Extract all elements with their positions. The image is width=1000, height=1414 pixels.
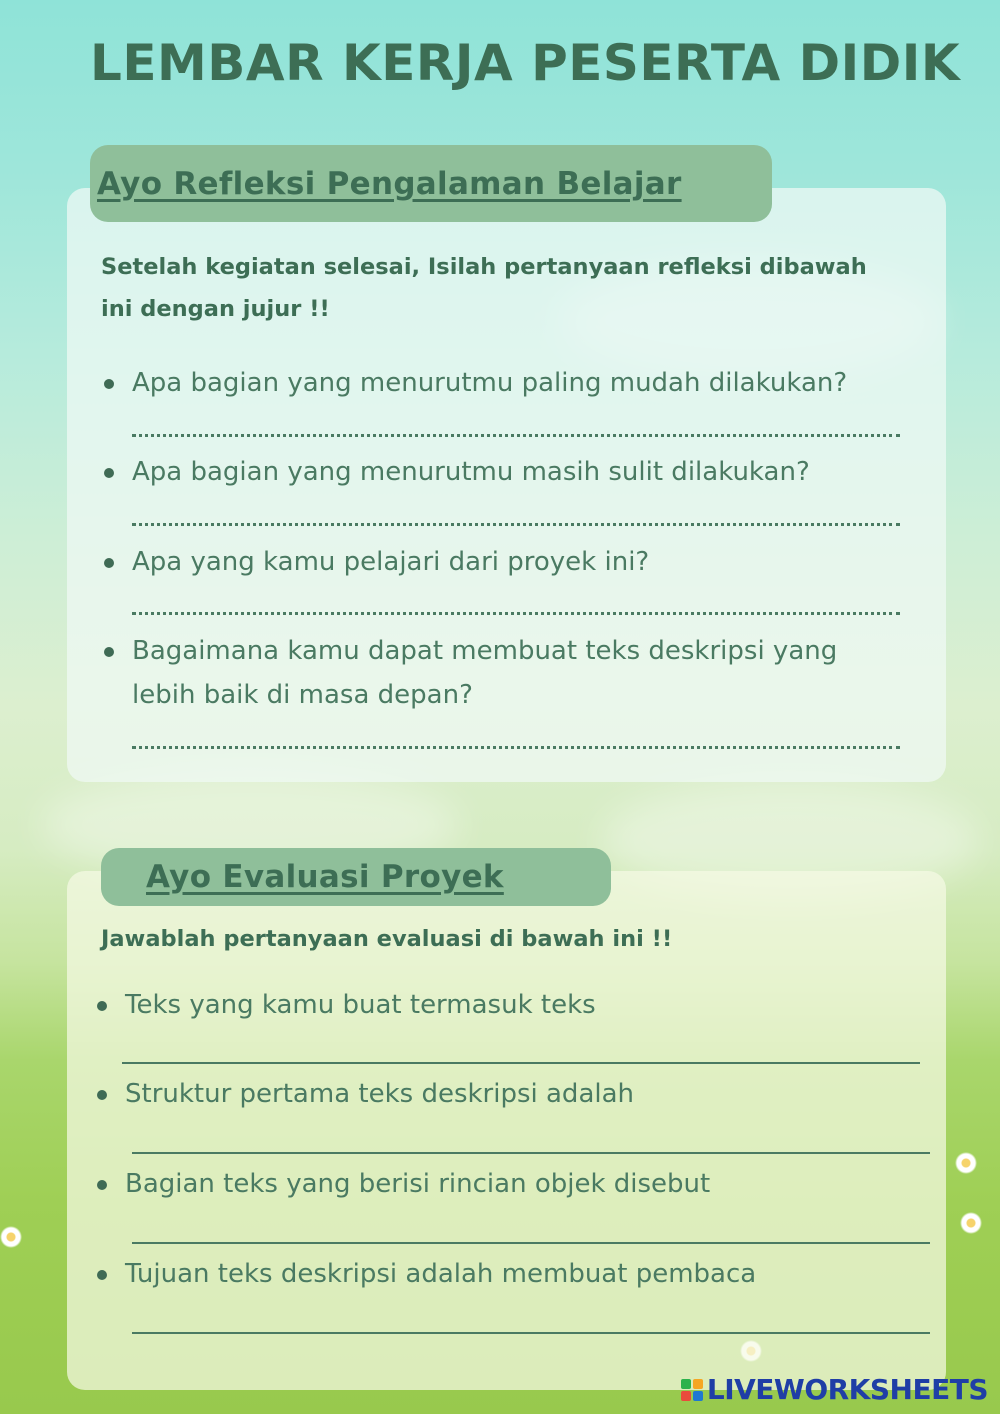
reflection-question [132,361,912,405]
evaluation-question [125,1252,915,1296]
reflection-question [132,629,902,717]
evaluation-answer-line[interactable] [132,1152,930,1154]
reflection-answer-line[interactable] [132,523,900,526]
reflection-answer-line[interactable] [132,746,900,749]
bullet-icon [104,379,114,389]
evaluation-question [125,1072,915,1116]
bullet-icon [104,647,114,657]
reflection-instruction: Setelah kegiatan selesai, Isilah pertanyaan refleksi dibawah ini dengan jujur !! [101,254,867,322]
bullet-icon [104,468,114,478]
evaluation-question [125,983,915,1027]
bullet-icon [104,558,114,568]
flower-decoration [0,1226,22,1248]
flower-decoration [955,1152,977,1174]
reflection-question-text: Apa bagian yang menurutmu paling mudah dilakukan? [132,368,848,398]
evaluation-question-text: Teks yang kamu buat termasuk teks [125,990,596,1020]
reflection-question-text: Apa yang kamu pelajari dari proyek ini? [132,547,650,577]
reflection-answer-line[interactable] [132,434,900,437]
reflection-question-text: Apa bagian yang menurutmu masih sulit dilakukan? [132,457,810,487]
evaluation-question [125,1162,915,1206]
bullet-icon [97,1090,107,1100]
flower-decoration [960,1212,982,1234]
bullet-icon [97,1270,107,1280]
page-title: LEMBAR KERJA PESERTA DIDIK [90,34,961,92]
reflection-question [132,540,912,584]
bullet-icon [97,1001,107,1011]
evaluation-instruction: Jawablah pertanyaan evaluasi di bawah ini !! [101,926,673,952]
reflection-answer-line[interactable] [132,612,900,615]
liveworksheets-logo[interactable] [681,1373,988,1406]
brand-name: LIVEWORKSHEETS [706,1373,988,1406]
bullet-icon [97,1180,107,1190]
reflection-heading-pill [90,145,772,222]
evaluation-heading-pill [101,848,611,906]
reflection-heading: Ayo Refleksi Pengalaman Belajar [97,165,682,202]
evaluation-answer-line[interactable] [132,1332,930,1334]
reflection-question-text: Bagaimana kamu dapat membuat teks deskripsi yang lebih baik di masa depan? [132,636,838,710]
evaluation-answer-line[interactable] [132,1242,930,1244]
evaluation-question-text: Struktur pertama teks deskripsi adalah [125,1079,635,1109]
evaluation-heading: Ayo Evaluasi Proyek [146,859,504,895]
evaluation-question-text: Bagian teks yang berisi rincian objek disebut [125,1169,711,1199]
evaluation-answer-line[interactable] [122,1062,920,1064]
evaluation-question-text: Tujuan teks deskripsi adalah membuat pembaca [125,1259,757,1289]
reflection-question [132,450,912,494]
liveworksheets-logo-icon [681,1379,703,1401]
